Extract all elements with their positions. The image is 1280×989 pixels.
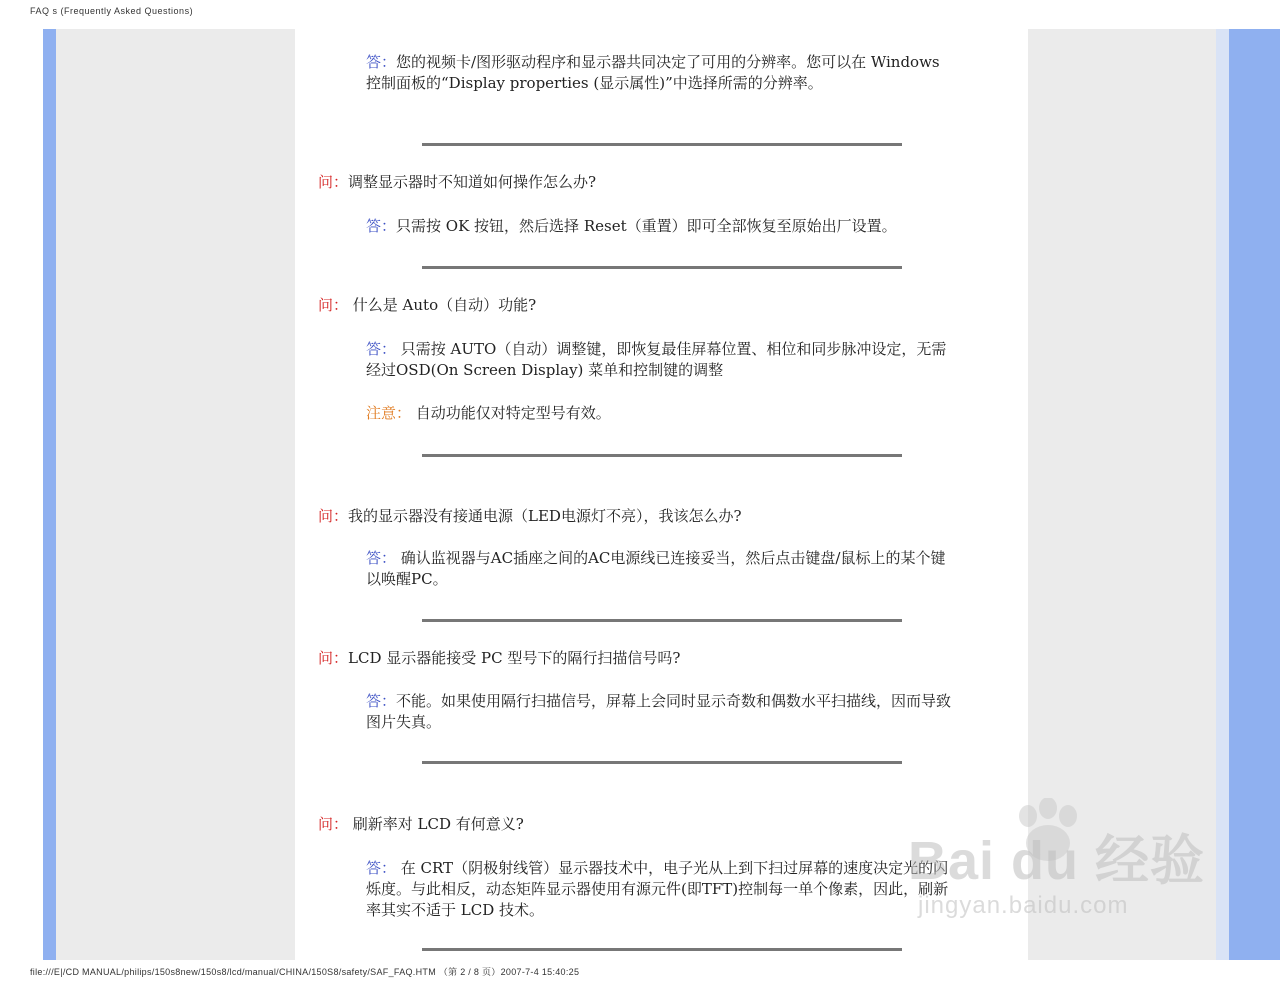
question-4: [318, 648, 680, 669]
right-light-strip: [1216, 29, 1229, 960]
answer-label: 答：: [366, 340, 397, 358]
right-blue-bar: [1229, 29, 1280, 960]
question-1: [318, 172, 596, 193]
answer-text: 您的视频卡/图形驱动程序和显示器共同决定了可用的分辨率。您可以在 Windows 控制面板的“Display properties (显示属性)”中选择所需的分辨率。: [366, 53, 940, 92]
divider: [422, 761, 902, 764]
answer-text: 只需按 OK 按钮，然后选择 Reset（重置）即可全部恢复至原始出厂设置。: [396, 217, 897, 235]
answer-label: 答：: [366, 692, 397, 710]
answer-text: 不能。如果使用隔行扫描信号，屏幕上会同时显示奇数和偶数水平扫描线，因而导致图片失真。: [366, 692, 952, 731]
answer-text: 只需按 AUTO（自动）调整键，即恢复最佳屏幕位置、相位和同步脉冲设定，无需经过OSD(On Screen Display) 菜单和控制键的调整: [366, 340, 947, 379]
question-label: 问：: [318, 296, 349, 314]
watermark-logo: Bai du 经验: [908, 831, 1206, 891]
answer-text: 在 CRT（阴极射线管）显示器技术中，电子光从上到下扫过屏幕的速度决定光的闪烁度。与此相反，动态矩阵显示器使用有源元件(即TFT)控制每一单个像素，因此，刷新率其实不适于 LCD 技术。: [366, 859, 949, 919]
question-text: 调整显示器时不知道如何操作怎么办?: [348, 173, 597, 191]
print-header: FAQ s (Frequently Asked Questions): [30, 6, 194, 16]
question-text: 我的显示器没有接通电源（LED电源灯不亮），我该怎么办?: [348, 507, 742, 525]
answer-0: [366, 52, 956, 94]
question-label: 问：: [318, 173, 349, 191]
answer-label: 答：: [366, 53, 397, 71]
answer-5: [366, 858, 956, 921]
divider: [422, 948, 902, 951]
answer-4: [366, 691, 956, 733]
question-3: [318, 506, 742, 527]
answer-2: [366, 339, 956, 381]
note-text: 自动功能仅对特定型号有效。: [411, 404, 611, 422]
question-2: [318, 295, 536, 316]
answer-label: 答：: [366, 217, 397, 235]
divider: [422, 619, 902, 622]
divider: [422, 454, 902, 457]
answer-1: [366, 216, 897, 237]
question-label: 问：: [318, 649, 349, 667]
left-gray-panel: [56, 29, 295, 960]
note-label: 注意：: [366, 404, 412, 422]
left-blue-bar: [43, 29, 56, 960]
print-footer: file:///E|/CD MANUAL/philips/150s8new/150s8/lcd/manual/CHINA/150S8/safety/SAF_FAQ.HTM （第 2 / 8 页）2007-7-4 15:40:25: [30, 967, 580, 977]
question-text: 刷新率对 LCD 有何意义?: [348, 815, 524, 833]
question-label: 问：: [318, 507, 349, 525]
answer-label: 答：: [366, 859, 397, 877]
question-text: LCD 显示器能接受 PC 型号下的隔行扫描信号吗?: [348, 649, 681, 667]
answer-text: 确认监视器与AC插座之间的AC电源线已连接妥当，然后点击键盘/鼠标上的某个键以唤醒PC。: [366, 549, 946, 588]
watermark-url: jingyan.baidu.com: [918, 892, 1129, 919]
note-2: [366, 403, 611, 424]
divider: [422, 143, 902, 146]
question-label: 问：: [318, 815, 349, 833]
question-5: [318, 814, 524, 835]
question-text: 什么是 Auto（自动）功能?: [348, 296, 537, 314]
answer-3: [366, 548, 956, 590]
divider: [422, 266, 902, 269]
answer-label: 答：: [366, 549, 397, 567]
